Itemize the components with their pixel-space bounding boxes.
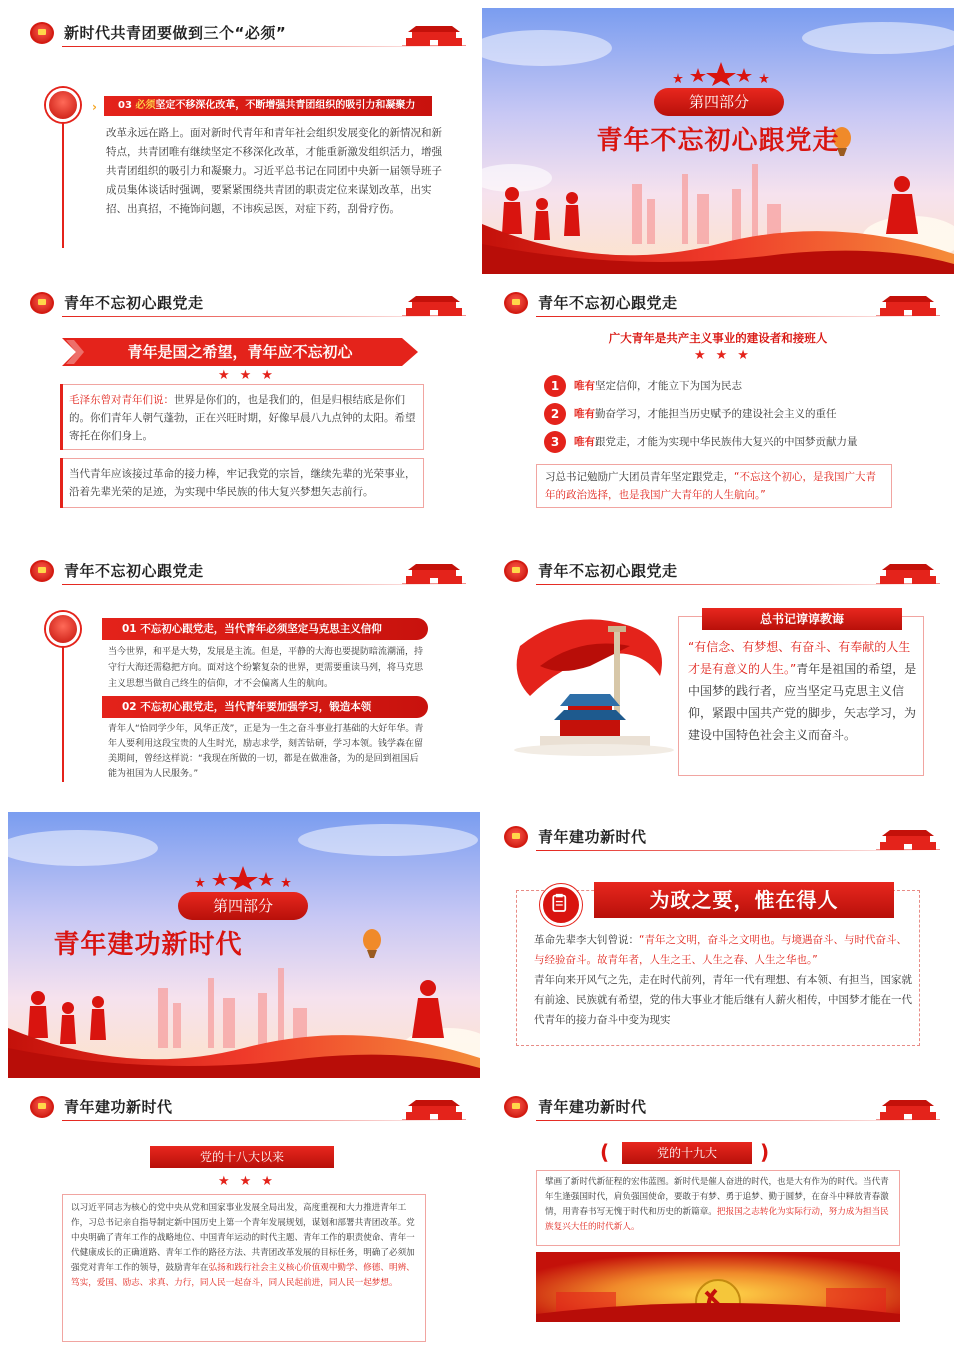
item-number: 1 [550, 379, 560, 393]
league-emblem-icon [504, 826, 528, 848]
body-text: 当今世界，和平是大势，发展是主流。但是，平静的大海也要提防暗流潮涌，持守行大海还需稳把方向。面对这个纷繁复杂的世界，更需要重读马列，将马克思主义思想当做自己终生的信仰，才不会偏离人生的航向。 [108, 647, 424, 689]
tiananmen-gate-icon [402, 24, 466, 46]
highlight-text: 把报国之志转化为实际行动，努力成为担当民族复兴大任的时代新人。 [545, 1207, 889, 1232]
item-text: 坚定信仰，才能立下为国为民志 [595, 380, 742, 392]
card-tag: 总书记谆谆教诲 [702, 608, 902, 630]
stars-decoration-icon [666, 60, 776, 86]
item-key: 唯有 [574, 408, 595, 420]
part-label: 第四部分 [654, 88, 784, 116]
slide-header [482, 1082, 954, 1126]
item-text: 勤奋学习，才能担当历史赋予的建设社会主义的重任 [595, 408, 837, 420]
section-tag: 01 不忘初心跟党走，当代青年必须坚定马克思主义信仰 [102, 618, 428, 640]
timeline-line [62, 108, 64, 248]
slide-4[interactable] [482, 278, 954, 544]
city-crowd-banner-graphic [482, 154, 954, 274]
league-emblem-icon [30, 292, 54, 314]
chevron-right-icon: › [92, 100, 97, 114]
league-emblem-icon [504, 1096, 528, 1118]
slide-9[interactable] [8, 1082, 480, 1348]
subtitle: 广大青年是共产主义事业的建设者和接班人 [608, 331, 828, 345]
tag-number: 03 [118, 100, 132, 111]
quote-text: 世界是你们的，也是我们的，但是归根结底是你们的。你们青年人朝气蓬勃，正在兴旺时期，好像早晨八九点钟的太阳。希望寄托在你们身上。 [69, 394, 416, 442]
header-divider [536, 584, 936, 585]
slide-2-cover[interactable] [482, 8, 954, 274]
league-emblem-icon [30, 560, 54, 582]
text-box [536, 1170, 900, 1246]
slide-7-cover[interactable] [8, 812, 480, 1078]
tiananmen-gate-icon [402, 562, 466, 584]
list-item [574, 375, 904, 397]
slide-title: 青年建功新时代 [64, 1098, 173, 1116]
slide-5[interactable] [8, 546, 480, 812]
slide-title: 青年不忘初心跟党走 [64, 294, 204, 312]
stars-decoration-icon: ★★★ [218, 368, 283, 383]
slide-6[interactable] [482, 546, 954, 812]
cover-title: 青年建功新时代 [53, 930, 243, 960]
section-pill: 党的十九大 [622, 1142, 752, 1164]
card-body: 青年是祖国的希望，是中国梦的践行者，应当坚定马克思主义信仰，紧跟中国共产党的脚步，矢志学习，为建设中国特色社会主义而奋斗。 [688, 662, 917, 742]
list-item [574, 431, 904, 453]
tiananmen-gate-icon [876, 1098, 940, 1120]
item-key: 唯有 [574, 436, 595, 448]
header-divider [536, 316, 936, 317]
league-emblem-icon [504, 560, 528, 582]
stars-decoration-icon: ★★★ [218, 1174, 283, 1189]
slide-header [8, 546, 480, 590]
red-flag-temple-graphic [510, 606, 678, 756]
tiananmen-gate-icon [876, 294, 940, 316]
cover-title: 青年不忘初心跟党走 [596, 126, 840, 156]
card-text [688, 636, 918, 746]
clipboard-icon [540, 884, 582, 926]
header-divider [62, 1120, 462, 1121]
slide-10[interactable] [482, 1082, 954, 1348]
quote-lead: 革命先辈李大钊曾说： [534, 934, 639, 946]
stars-decoration-icon [188, 864, 298, 890]
quote-box [60, 384, 424, 450]
header-divider [62, 316, 462, 317]
text-box: 当代青年应该接过革命的接力棒，牢记我党的宗旨，继续先辈的光荣事业，沿着先辈光荣的足迹，为实现中华民族的伟大复兴梦想矢志前行。 [60, 458, 424, 508]
paragraph: 以习近平同志为核心的党中央从党和国家事业发展全局出发，高度重视和大力推进青年工作，习总书记亲自指导制定新中国历史上第一个青年发展规划，谋划和部署共青团改革。党中央明确了青年工作的战略地位、中国青年运动的时代主题、青年工作的职责使命、青年一代健康成长的正确道路、青年工作的路径方法、共青团改革发展的目标任务，明确了必须加强党对青年工作的领导，鼓励青年在 [71, 1203, 415, 1273]
quote-lead: 习总书记勉励广大团员青年坚定跟党走， [545, 471, 734, 483]
header-divider [536, 1120, 936, 1121]
slide-header [8, 278, 480, 322]
slide-1[interactable] [8, 8, 480, 274]
league-emblem-icon [30, 22, 54, 44]
quote-text: “青年之文明，奋斗之文明也。与境遇奋斗、与时代奋斗、与经验奋斗。故青年者，人生之王、人生之春、人生之华也。” [534, 934, 907, 966]
laurel-left-icon: ( [600, 1140, 610, 1164]
section-pill: 党的十八大以来 [150, 1146, 334, 1168]
tag-text: 坚定不移深化改革，不断增强共青团组织的吸引力和凝聚力 [155, 100, 416, 111]
slide-title: 青年建功新时代 [538, 1098, 647, 1116]
paragraph: 青年向来开风气之先，走在时代前列，青年一代有理想、有本领、有担当，国家就有前途、民族就有希望，党的伟大事业才能后继有人薪火相传，中国梦才能在一代代青年的接力奋斗中变为现实 [534, 974, 912, 1026]
quote-box [536, 464, 892, 508]
banner-heading: 为政之要，惟在得人 [594, 882, 894, 918]
slide-title: 青年不忘初心跟党走 [538, 294, 678, 312]
body-text [534, 930, 912, 1030]
league-badge-icon [46, 88, 80, 122]
banner-heading: 青年是国之希望，青年应不忘初心 [127, 343, 353, 361]
party-emblem-banner-graphic [536, 1252, 900, 1322]
header-divider [536, 850, 936, 851]
slide-header [8, 8, 480, 52]
quote-lead: 毛泽东曾对青年们说： [69, 394, 174, 406]
city-crowd-banner-graphic [8, 958, 480, 1078]
header-divider [62, 46, 462, 47]
slide-title: 青年不忘初心跟党走 [64, 562, 204, 580]
card-quote: “有信念、有梦想、有奋斗、有奉献的人生才是有意义的人生。” [688, 640, 911, 676]
laurel-right-icon: ) [760, 1140, 770, 1164]
body-text: 改革永远在路上。面对新时代青年和青年社会组织发展变化的新情况和新特点，共青团唯有继续坚定不移深化改革，才能重新激发组织活力，增强共青团组织的吸引力和凝聚力。习近平总书记在同团中央新一届领导班子成员集体谈话时强调，要紧紧围绕共青团的职责定位来谋划改革，出实招、出真招，不掩饰问题，不讳疾忌医，对症下药，刮骨疗伤。 [106, 127, 442, 215]
header-divider [62, 584, 462, 585]
timeline-line [62, 632, 64, 782]
item-key: 唯有 [574, 380, 595, 392]
slide-title: 青年不忘初心跟党走 [538, 562, 678, 580]
section-tag: 02 不忘初心跟党走，当代青年要加强学习，锻造本领 [102, 696, 428, 718]
tiananmen-gate-icon [402, 1098, 466, 1120]
section-tag [104, 96, 432, 116]
league-badge-icon [46, 612, 80, 646]
item-number: 2 [550, 407, 560, 421]
body-text: 青年人“恰同学少年，风华正茂”，正是为一生之奋斗事业打基础的大好年华。青年人要利用这段宝贵的人生时光，励志求学，刻苦钻研，学习本领。钱学森在留美期间，曾经这样说：“我现在所做的一切，都是在做准备，为的是回到祖国后能为祖国为人民服务。” [108, 724, 424, 779]
tiananmen-gate-icon [876, 562, 940, 584]
item-text: 跟党走，才能为实现中华民族伟大复兴的中国梦贡献力量 [595, 436, 858, 448]
text-box [62, 1194, 426, 1342]
slide-header [8, 1082, 480, 1126]
tiananmen-gate-icon [402, 294, 466, 316]
stars-decoration-icon: ★★★ [694, 348, 759, 363]
slide-header [482, 278, 954, 322]
list-item [574, 403, 904, 425]
paragraph: 擘画了新时代新征程的宏伟蓝图。新时代是催人奋进的时代，也是大有作为的时代。当代青年生逢强国时代，肩负强国使命，要敢于有梦、勇于追梦、勤于圆梦，在奋斗中释放青春激情，用青春书写无愧于时代和历史的新篇章。 [545, 1177, 889, 1217]
tag-keyword: 必须 [135, 100, 156, 111]
league-emblem-icon [30, 1096, 54, 1118]
slide-title: 新时代共青团要做到三个“必须” [64, 24, 287, 42]
quote-text: “不忘这个初心，是我国广大青年的政治选择，也是我国广大青年的人生航向。” [545, 471, 876, 501]
item-number: 3 [550, 435, 560, 449]
slide-header [482, 546, 954, 590]
highlight-text: 弘扬和践行社会主义核心价值观中勤学、修德、明辨、笃实，爱国、励志、求真、力行，同人民一起奋斗，同人民起前进，同人民一起梦想。 [71, 1263, 415, 1288]
slide-header [482, 812, 954, 856]
slide-3[interactable] [8, 278, 480, 544]
slide-8[interactable] [482, 812, 954, 1078]
part-label: 第四部分 [178, 892, 308, 920]
league-emblem-icon [504, 292, 528, 314]
tiananmen-gate-icon [876, 828, 940, 850]
slide-title: 青年建功新时代 [538, 828, 647, 846]
